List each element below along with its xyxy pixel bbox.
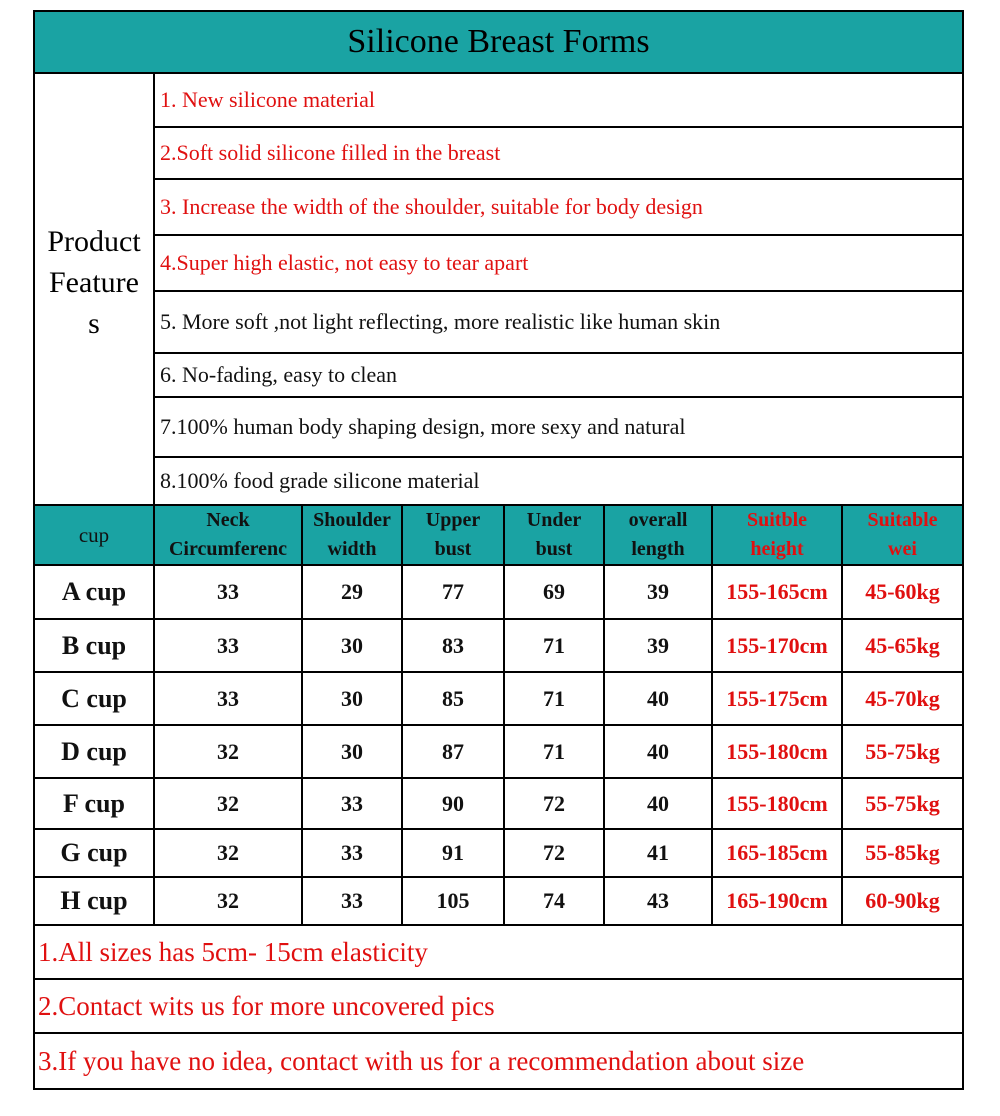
table-cell: 77 [403, 566, 505, 618]
table-cell: 33 [155, 673, 303, 724]
table-cell: 74 [505, 878, 605, 924]
table-cell: 71 [505, 620, 605, 671]
table-cell: 39 [605, 566, 713, 618]
column-header-line: Shoulder [313, 509, 391, 531]
table-cell: 90 [403, 779, 505, 828]
table-row [35, 673, 962, 726]
column-header-line: overall [628, 509, 688, 531]
table-cell: 29 [303, 566, 403, 618]
table-row [35, 878, 962, 926]
table-row [35, 726, 962, 779]
table-cell: 87 [403, 726, 505, 777]
table-cell: 33 [303, 830, 403, 876]
cup-size-cell: G cup [35, 830, 155, 876]
note-item: 1.All sizes has 5cm- 15cm elasticity [35, 926, 962, 980]
table-cell: 39 [605, 620, 713, 671]
feature-item: 4.Super high elastic, not easy to tear apart [155, 236, 962, 292]
table-cell: 71 [505, 726, 605, 777]
size-chart-sheet [33, 10, 964, 1090]
table-cell: 32 [155, 878, 303, 924]
table-row [35, 566, 962, 620]
column-header [403, 506, 505, 564]
column-header [713, 506, 843, 564]
table-cell: 71 [505, 673, 605, 724]
table-cell: 155-180cm [713, 779, 843, 828]
table-cell: 155-175cm [713, 673, 843, 724]
column-header-line: Suitble [746, 509, 808, 531]
column-header [35, 506, 155, 564]
note-item: 2.Contact wits us for more uncovered pics [35, 980, 962, 1034]
table-cell: 91 [403, 830, 505, 876]
table-cell: 41 [605, 830, 713, 876]
table-cell: 45-70kg [865, 685, 940, 711]
table-cell: 32 [155, 726, 303, 777]
table-cell: 155-165cm [713, 566, 843, 618]
table-cell: 55-75kg [865, 738, 940, 764]
table-cell: 155-180cm [713, 726, 843, 777]
column-header-line: Circumferenc [168, 538, 288, 560]
table-cell: 40 [605, 779, 713, 828]
feature-item: 1. New silicone material [155, 74, 962, 128]
column-header-line: length [631, 538, 685, 560]
table-cell: 60-90kg [865, 888, 940, 913]
table-cell: 165-190cm [713, 878, 843, 924]
table-cell: 165-185cm [713, 830, 843, 876]
feature-item: 7.100% human body shaping design, more sexy and natural [155, 398, 962, 458]
column-header-line: width [327, 538, 377, 560]
column-header [303, 506, 403, 564]
column-header-line: Suitable [867, 509, 938, 531]
column-header [155, 506, 303, 564]
note-item: 3.If you have no idea, contact with us for a recommendation about size [38, 1045, 805, 1076]
chart-title: Silicone Breast Forms [35, 12, 962, 74]
table-cell: 83 [403, 620, 505, 671]
column-header-line: height [750, 538, 804, 560]
column-header-line: Under [526, 509, 582, 531]
column-header-line: Upper [425, 509, 481, 531]
feature-item: 8.100% food grade silicone material [160, 468, 480, 493]
feature-item: 5. More soft ,not light reflecting, more realistic like human skin [155, 292, 962, 354]
column-header [605, 506, 713, 564]
table-cell: 155-170cm [713, 620, 843, 671]
cup-size-cell: D cup [35, 726, 155, 777]
table-cell: 105 [403, 878, 505, 924]
table-cell: 45-65kg [865, 632, 940, 658]
table-cell: 33 [155, 620, 303, 671]
table-cell: 69 [505, 566, 605, 618]
table-cell: 30 [303, 726, 403, 777]
table-cell: 72 [505, 830, 605, 876]
features-label-line: Feature [49, 265, 139, 299]
table-cell: 30 [303, 620, 403, 671]
table-cell: 40 [605, 673, 713, 724]
column-header-line: cup [78, 522, 110, 547]
feature-item: 6. No-fading, easy to clean [155, 354, 962, 398]
table-cell: 33 [155, 566, 303, 618]
table-row [35, 620, 962, 673]
features-label-line: s [88, 306, 100, 340]
features-label-line: Product [47, 224, 141, 258]
table-row [35, 830, 962, 878]
table-cell: 85 [403, 673, 505, 724]
cup-size-cell: B cup [35, 620, 155, 671]
table-cell: 33 [303, 878, 403, 924]
table-cell: 72 [505, 779, 605, 828]
cup-size-cell: A cup [35, 566, 155, 618]
feature-item: 3. Increase the width of the shoulder, suitable for body design [155, 180, 962, 236]
cup-size-cell: F cup [35, 779, 155, 828]
column-header-line: bust [434, 538, 472, 560]
column-header [505, 506, 605, 564]
feature-item: 2.Soft solid silicone filled in the breast [155, 128, 962, 180]
table-cell: 45-60kg [865, 579, 940, 604]
table-row [35, 779, 962, 830]
column-header-line: wei [888, 538, 917, 560]
table-cell: 43 [605, 878, 713, 924]
table-cell: 30 [303, 673, 403, 724]
table-cell: 32 [155, 779, 303, 828]
column-header [843, 506, 962, 564]
table-cell: 55-85kg [865, 840, 940, 865]
product-features-label [35, 74, 155, 504]
column-header-line: bust [535, 538, 573, 560]
table-cell: 33 [303, 779, 403, 828]
cup-size-cell: C cup [35, 673, 155, 724]
table-cell: 55-75kg [865, 790, 940, 816]
table-cell: 40 [605, 726, 713, 777]
table-header-row [35, 504, 962, 566]
table-cell: 32 [155, 830, 303, 876]
cup-size-cell: H cup [35, 878, 155, 924]
column-header-line: Neck [206, 509, 250, 531]
